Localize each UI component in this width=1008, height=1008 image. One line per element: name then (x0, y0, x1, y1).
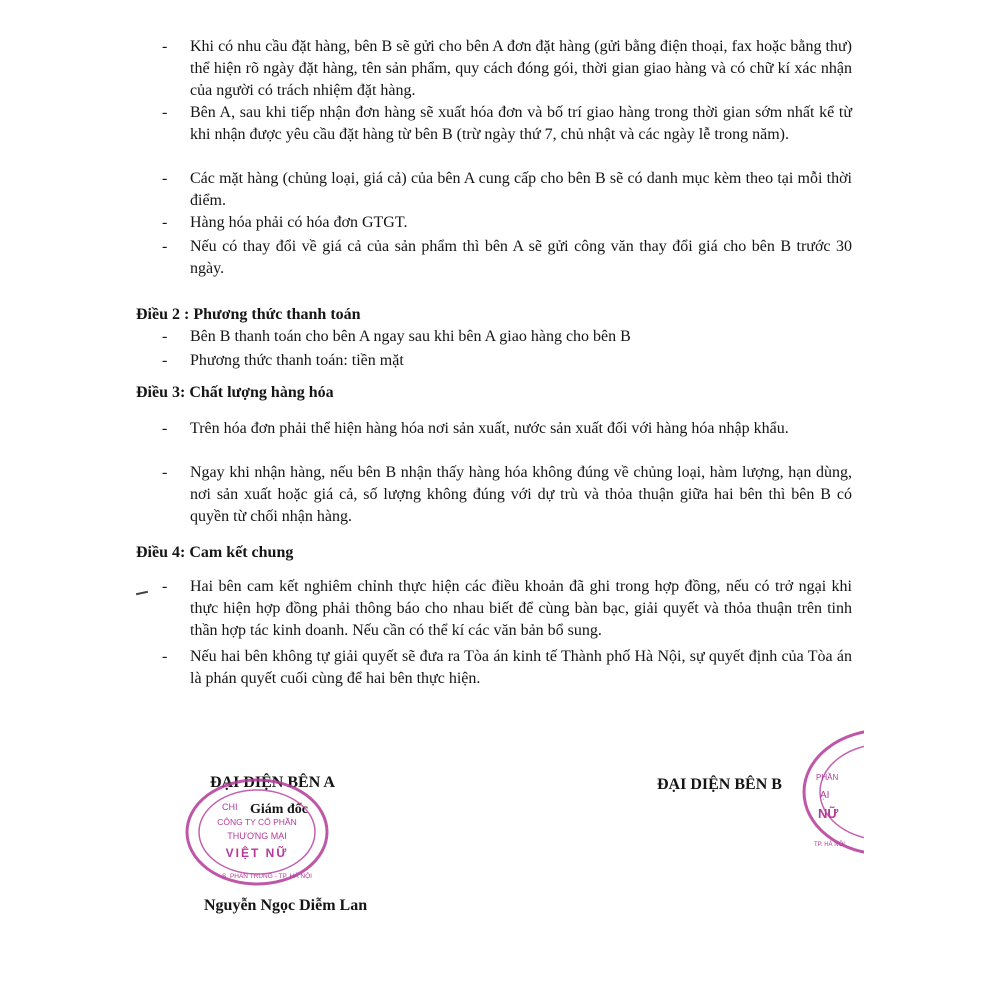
item-text: Hai bên cam kết nghiêm chỉnh thực hiện các điều khoản đã ghi trong hợp đồng, nếu có trở ngại khi thực hiện hợp đồng phải thông báo cho nhau biết để cùng bàn bạc, giải quyết và thỏa thuận trên tinh thần hợp tác kinh doanh. Nếu cần có thể kí các văn bản bổ sung. (190, 578, 852, 639)
item-text: Bên B thanh toán cho bên A ngay sau khi bên A giao hàng cho bên B (190, 328, 631, 345)
seal-text: CHI (222, 802, 238, 812)
item-text: Phương thức thanh toán: tiền mặt (190, 352, 404, 369)
bullet-dash: - (162, 420, 168, 437)
company-seal-icon (798, 724, 864, 860)
list-item (162, 350, 852, 372)
bullet-dash: - (162, 464, 168, 481)
seal-ring-text: TP. HÀ NỘI (814, 842, 845, 848)
list-item (162, 36, 852, 102)
list-item (162, 418, 852, 440)
bullet-dash: - (162, 328, 168, 345)
item-text: Nếu có thay đổi về giá cả của sản phẩm thì bên A sẽ gửi công văn thay đổi giá cho bên B trước 30 ngày. (190, 238, 852, 277)
party-a-title: ĐẠI DIỆN BÊN A (210, 774, 335, 791)
bullet-dash: - (162, 38, 168, 55)
list-item (162, 102, 852, 146)
list-item (162, 646, 852, 690)
list-item (162, 462, 852, 528)
seal-text: THƯƠNG MẠI (227, 831, 287, 841)
party-b-title: ĐẠI DIỆN BÊN B (657, 776, 782, 793)
bullet-dash: - (162, 352, 168, 369)
item-text: Khi có nhu cầu đặt hàng, bên B sẽ gửi cho bên A đơn đặt hàng (gửi bằng điện thoại, fax hoặc bằng thư) thể hiện rõ ngày đặt hàng, tên sản phẩm, quy cách đóng gói, thời gian giao hàng và có chữ kí xác nhận của người có trách nhiệm đặt hàng. (190, 38, 852, 99)
seal-text: CÔNG TY CỔ PHẦN (217, 817, 297, 827)
party-a-position: Giám đốc (250, 802, 308, 817)
bullet-dash: - (162, 170, 168, 187)
item-text: Trên hóa đơn phải thể hiện hàng hóa nơi sản xuất, nước sản xuất đối với hàng hóa nhập khẩu. (190, 420, 789, 437)
company-seal-icon (182, 776, 332, 888)
stray-mark (136, 591, 148, 595)
party-a-name: Nguyễn Ngọc Diễm Lan (204, 897, 368, 914)
list-item (162, 576, 852, 642)
item-text: Ngay khi nhận hàng, nếu bên B nhận thấy hàng hóa không đúng về chủng loại, hàm lượng, hạn dùng, nơi sản xuất hoặc giá cả, số lượng không đúng với dự trù và thỏa thuận giữa hai bên thì bên B có quyền từ chối nhận hàng. (190, 464, 852, 525)
list-item (162, 326, 852, 348)
section-heading: Điều 2 : Phương thức thanh toán (136, 306, 361, 323)
seal-text: VIỆT NỮ (225, 846, 289, 860)
section-heading: Điều 3: Chất lượng hàng hóa (136, 384, 334, 401)
seal-text: NỮ (818, 806, 839, 821)
bullet-dash: - (162, 214, 168, 231)
bullet-dash: - (162, 238, 168, 255)
item-text: Các mặt hàng (chủng loại, giá cả) của bên A cung cấp cho bên B sẽ có danh mục kèm theo tại mỗi thời điểm. (190, 170, 852, 209)
seal-text: PHẦN (816, 773, 839, 782)
seal-ring-text: S. PHAN TRUNG - TP. HÀ NỘI (222, 873, 312, 880)
bullet-dash: - (162, 578, 168, 595)
bullet-dash: - (162, 104, 168, 121)
list-item (162, 168, 852, 212)
item-text: Hàng hóa phải có hóa đơn GTGT. (190, 214, 408, 231)
list-item (162, 236, 852, 280)
item-text: Nếu hai bên không tự giải quyết sẽ đưa ra Tòa án kinh tế Thành phố Hà Nội, sự quyết định của Tòa án là phán quyết cuối cùng để hai bên thực hiện. (190, 648, 852, 687)
bullet-dash: - (162, 648, 168, 665)
seal-text: ẠI (820, 790, 830, 801)
list-item (162, 212, 852, 234)
section-heading: Điều 4: Cam kết chung (136, 544, 294, 561)
item-text: Bên A, sau khi tiếp nhận đơn hàng sẽ xuất hóa đơn và bố trí giao hàng trong thời gian sớm nhất kể từ khi nhận được yêu cầu đặt hàng từ bên B (trừ ngày thứ 7, chủ nhật và các ngày lễ trong năm). (190, 104, 852, 143)
